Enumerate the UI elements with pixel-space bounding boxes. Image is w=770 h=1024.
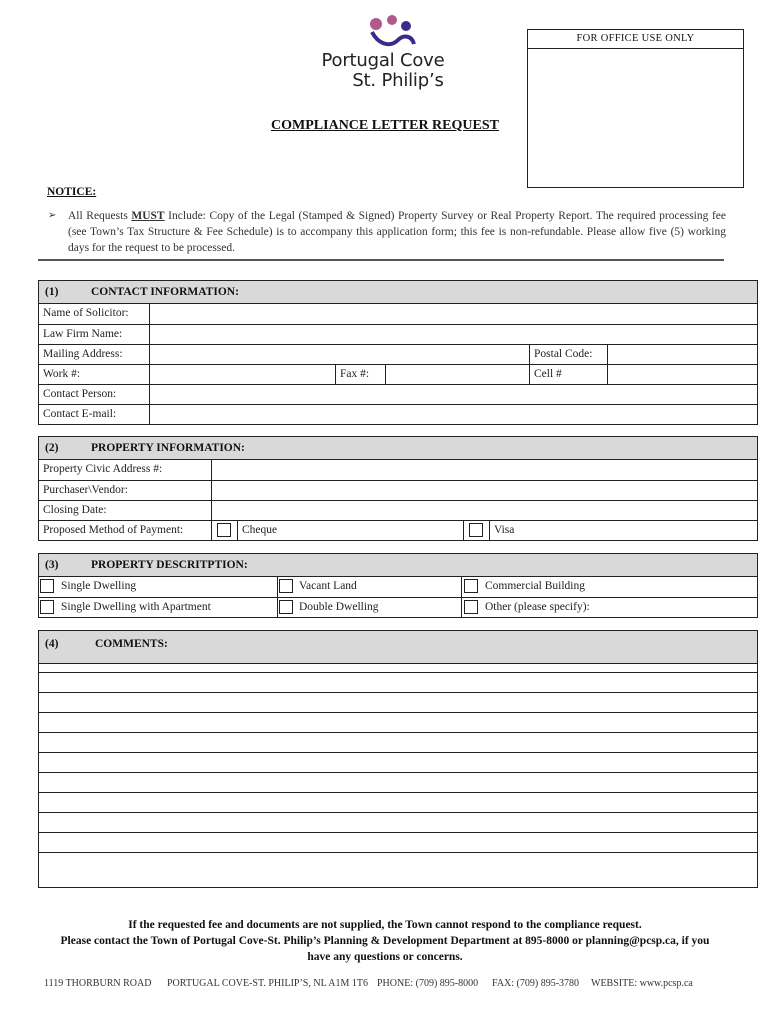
postal-code-field[interactable] xyxy=(607,345,757,364)
section-contact-header xyxy=(38,280,758,304)
single-dwelling-label: Single Dwelling xyxy=(61,580,137,592)
law-firm-field[interactable] xyxy=(149,325,757,344)
cell-field[interactable] xyxy=(607,365,757,384)
notice-text xyxy=(48,208,726,256)
notice-must: MUST xyxy=(131,210,165,222)
comment-line[interactable] xyxy=(39,672,757,692)
payment-method-label: Proposed Method of Payment: xyxy=(43,524,184,536)
single-dwelling-checkbox[interactable] xyxy=(40,579,54,593)
civic-address-field[interactable] xyxy=(211,460,757,480)
section-number: (3) xyxy=(45,559,59,571)
notice-label: NOTICE: xyxy=(47,186,97,198)
section-label: PROPERTY INFORMATION: xyxy=(91,442,245,454)
visa-label: Visa xyxy=(489,521,757,540)
single-dwelling-apt-checkbox-cell[interactable] xyxy=(39,598,57,617)
single-dwelling-apt-checkbox[interactable] xyxy=(40,600,54,614)
visa-checkbox[interactable] xyxy=(469,523,483,537)
postal-code-label: Postal Code: xyxy=(529,345,607,364)
comment-line[interactable] xyxy=(39,772,757,792)
commercial-checkbox-cell[interactable] xyxy=(461,577,481,597)
cheque-checkbox[interactable] xyxy=(217,523,231,537)
footer-town: PORTUGAL COVE-ST. PHILIP’S, NL A1M 1T6 xyxy=(167,978,368,989)
comments-area[interactable] xyxy=(38,654,758,888)
civic-address-label: Property Civic Address #: xyxy=(43,463,163,475)
contact-person-field[interactable] xyxy=(149,385,757,404)
mailing-address-label: Mailing Address: xyxy=(43,348,123,360)
cheque-label: Cheque xyxy=(237,521,463,540)
footer-line-2: Please contact the Town of Portugal Cove-St. Philip’s Planning & Development Department at 895-8000 or planning@pcsp.ca, if you xyxy=(60,935,710,947)
vacant-land-checkbox-cell[interactable] xyxy=(277,577,295,597)
comment-line[interactable] xyxy=(39,654,757,672)
contact-person-label: Contact Person: xyxy=(43,388,117,400)
comment-line[interactable] xyxy=(39,832,757,852)
office-use-label: FOR OFFICE USE ONLY xyxy=(528,30,743,49)
closing-date-field[interactable] xyxy=(211,501,757,520)
footer-notice xyxy=(30,917,740,965)
section-number: (4) xyxy=(45,638,59,650)
comment-line[interactable] xyxy=(39,852,757,872)
mailing-address-field[interactable] xyxy=(149,345,529,364)
solicitor-label: Name of Solicitor: xyxy=(43,307,129,319)
single-dwelling-apt-label: Single Dwelling with Apartment xyxy=(61,601,211,613)
cell-label: Cell # xyxy=(529,365,607,384)
notice-text-after: Include: Copy of the Legal (Stamped & Signed) Property Survey or Real Property Report. The required processing fee (see Town’s Tax Structure & Fee Schedule) is to accompany this application form; this fee is non-refundable. Please allow five (5) working days for the request to be processed. xyxy=(68,210,726,254)
vacant-land-checkbox[interactable] xyxy=(279,579,293,593)
contact-email-label: Contact E-mail: xyxy=(43,408,117,420)
section-label: PROPERTY DESCRITPTION: xyxy=(91,559,248,571)
work-label: Work #: xyxy=(43,368,81,380)
logo-swirl-icon xyxy=(368,14,418,50)
contact-email-field[interactable] xyxy=(149,405,757,424)
footer-street: 1119 THORBURN ROAD xyxy=(44,978,152,989)
visa-checkbox-cell[interactable] xyxy=(463,521,489,540)
solicitor-field[interactable] xyxy=(149,304,757,324)
comment-line[interactable] xyxy=(39,812,757,832)
footer-website[interactable]: WEBSITE: www.pcsp.ca xyxy=(591,978,693,989)
closing-date-label: Closing Date: xyxy=(43,504,107,516)
commercial-label: Commercial Building xyxy=(485,580,585,592)
property-description-table xyxy=(38,577,758,618)
purchaser-vendor-label: Purchaser\Vendor: xyxy=(43,484,128,496)
other-checkbox[interactable] xyxy=(464,600,478,614)
section-description-header xyxy=(38,553,758,577)
office-use-box xyxy=(527,29,744,188)
work-field[interactable] xyxy=(149,365,335,384)
double-dwelling-checkbox-cell[interactable] xyxy=(277,598,295,617)
property-info-table xyxy=(38,460,758,541)
double-dwelling-checkbox[interactable] xyxy=(279,600,293,614)
contact-info-table xyxy=(38,304,758,425)
logo-line-1: Portugal Cove xyxy=(321,50,445,71)
double-dwelling-label: Double Dwelling xyxy=(299,601,379,613)
town-logo xyxy=(318,14,448,96)
other-label: Other (please specify): xyxy=(485,601,590,613)
law-firm-label: Law Firm Name: xyxy=(43,328,123,340)
footer-phone: PHONE: (709) 895-8000 xyxy=(377,978,479,989)
fax-field[interactable] xyxy=(385,365,529,384)
single-dwelling-checkbox-cell[interactable] xyxy=(39,577,57,597)
section-property-header xyxy=(38,436,758,460)
section-label: COMMENTS: xyxy=(95,638,168,650)
fax-label: Fax #: xyxy=(335,365,385,384)
logo-line-2: St. Philip’s xyxy=(352,70,444,91)
footer-line-3: have any questions or concerns. xyxy=(307,951,463,963)
notice-text-before: All Requests xyxy=(68,210,132,222)
section-number: (1) xyxy=(45,286,59,298)
purchaser-vendor-field[interactable] xyxy=(211,481,757,500)
cheque-checkbox-cell[interactable] xyxy=(211,521,237,540)
section-label: CONTACT INFORMATION: xyxy=(91,286,239,298)
comment-line[interactable] xyxy=(39,712,757,732)
page-title: COMPLIANCE LETTER REQUEST xyxy=(271,118,499,133)
comment-line[interactable] xyxy=(39,692,757,712)
comment-line[interactable] xyxy=(39,792,757,812)
arrow-bullet-icon: ➢ xyxy=(48,210,57,221)
comment-line[interactable] xyxy=(39,752,757,772)
comment-line[interactable] xyxy=(39,732,757,752)
commercial-checkbox[interactable] xyxy=(464,579,478,593)
divider xyxy=(38,259,724,261)
footer-line-1: If the requested fee and documents are not supplied, the Town cannot respond to the compliance request. xyxy=(128,919,642,931)
other-checkbox-cell[interactable] xyxy=(461,598,481,617)
section-number: (2) xyxy=(45,442,59,454)
vacant-land-label: Vacant Land xyxy=(299,580,357,592)
footer-fax: FAX: (709) 895-3780 xyxy=(492,978,580,989)
